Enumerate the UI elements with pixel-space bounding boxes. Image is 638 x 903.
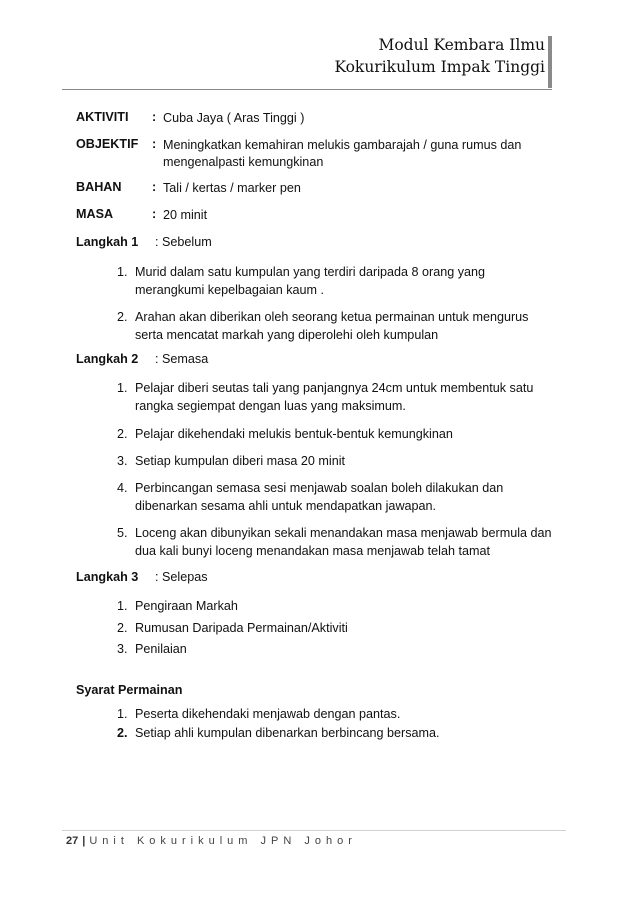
langkah3-heading <box>76 570 208 584</box>
list-number: 2. <box>117 310 128 324</box>
footer-unit-name: Unit Kokurikulum JPN Johor <box>89 835 357 847</box>
objektif-value-line2: mengenalpasti kemungkinan <box>163 155 324 169</box>
list-item-line: Pelajar diberi seutas tali yang panjangnya 24cm untuk membentuk satu <box>135 381 534 395</box>
list-item-line: Perbincangan semasa sesi menjawab soalan boleh dilakukan dan <box>135 481 504 495</box>
list-item-line: Loceng akan dibunyikan sekali menandakan masa menjawab bermula dan <box>135 526 552 540</box>
list-item-line: Pengiraan Markah <box>135 599 238 613</box>
page-number: 27 <box>66 835 79 847</box>
list-item-line: serta mencatat markah yang diperolehi oleh kumpulan <box>135 328 439 342</box>
aktiviti-colon: : <box>152 110 157 124</box>
list-number: 1. <box>117 381 128 395</box>
masa-label: MASA <box>76 207 114 221</box>
syarat-heading <box>76 683 182 697</box>
list-number: 2. <box>117 427 128 441</box>
list-number: 1. <box>117 707 128 721</box>
langkah3-title: : Selepas <box>155 570 208 584</box>
list-item-line: merangkumi kepelbagaian kaum . <box>135 283 325 297</box>
list-item-line: Setiap kumpulan diberi masa 20 minit <box>135 454 346 468</box>
objektif-value-line1: Meningkatkan kemahiran melukis gambarajah / guna rumus dan <box>163 138 522 152</box>
langkah2-label: Langkah 2 <box>76 352 139 366</box>
list-item-line: Setiap ahli kumpulan dibenarkan berbincang bersama. <box>135 726 440 740</box>
bahan-value: Tali / kertas / marker pen <box>163 181 301 195</box>
list-number: 1. <box>117 265 128 279</box>
bahan-colon: : <box>152 180 157 194</box>
list-number: 3. <box>117 454 128 468</box>
langkah1-title: : Sebelum <box>155 235 212 249</box>
header-title-line1: Modul Kembara Ilmu <box>378 36 545 54</box>
masa-value: 20 minit <box>163 208 208 222</box>
list-number: 3. <box>117 642 128 656</box>
list-item-line: dibenarkan sesama ahli untuk mendapatkan jawapan. <box>135 499 437 513</box>
syarat-title: Syarat Permainan <box>76 683 183 697</box>
list-number: 2. <box>117 726 128 740</box>
bahan-label: BAHAN <box>76 180 122 194</box>
langkah2-heading <box>76 352 209 366</box>
footer-separator: | <box>82 835 86 847</box>
objektif-value <box>163 137 563 171</box>
langkah1-heading <box>76 235 212 249</box>
header-side-bar <box>548 36 552 88</box>
list-item-line: rangka segiempat dengan luas yang maksimum. <box>135 399 406 413</box>
list-item-line: Penilaian <box>135 642 187 656</box>
header-title-line2: Kokurikulum Impak Tinggi <box>334 58 545 76</box>
list-number: 2. <box>117 621 128 635</box>
masa-colon: : <box>152 207 157 221</box>
list-number: 1. <box>117 599 128 613</box>
langkah3-label: Langkah 3 <box>76 570 139 584</box>
list-item-line: dua kali bunyi loceng menandakan masa menjawab telah tamat <box>135 544 490 558</box>
page-header <box>334 34 552 78</box>
page-footer <box>66 835 357 847</box>
footer-divider <box>62 830 566 831</box>
list-item-line: Murid dalam satu kumpulan yang terdiri daripada 8 orang yang <box>135 265 486 279</box>
list-item-line: Pelajar dikehendaki melukis bentuk-bentuk kemungkinan <box>135 427 453 441</box>
list-item-line: Peserta dikehendaki menjawab dengan pantas. <box>135 707 401 721</box>
objektif-colon: : <box>152 137 157 151</box>
objektif-label: OBJEKTIF <box>76 137 139 151</box>
aktiviti-label: AKTIVITI <box>76 110 129 124</box>
langkah1-label: Langkah 1 <box>76 235 139 249</box>
header-divider <box>62 89 552 90</box>
list-item-line: Rumusan Daripada Permainan/Aktiviti <box>135 621 348 635</box>
aktiviti-value: Cuba Jaya ( Aras Tinggi ) <box>163 111 305 125</box>
list-number: 5. <box>117 526 128 540</box>
list-number: 4. <box>117 481 128 495</box>
langkah2-title: : Semasa <box>155 352 209 366</box>
list-item-line: Arahan akan diberikan oleh seorang ketua permainan untuk mengurus <box>135 310 529 324</box>
